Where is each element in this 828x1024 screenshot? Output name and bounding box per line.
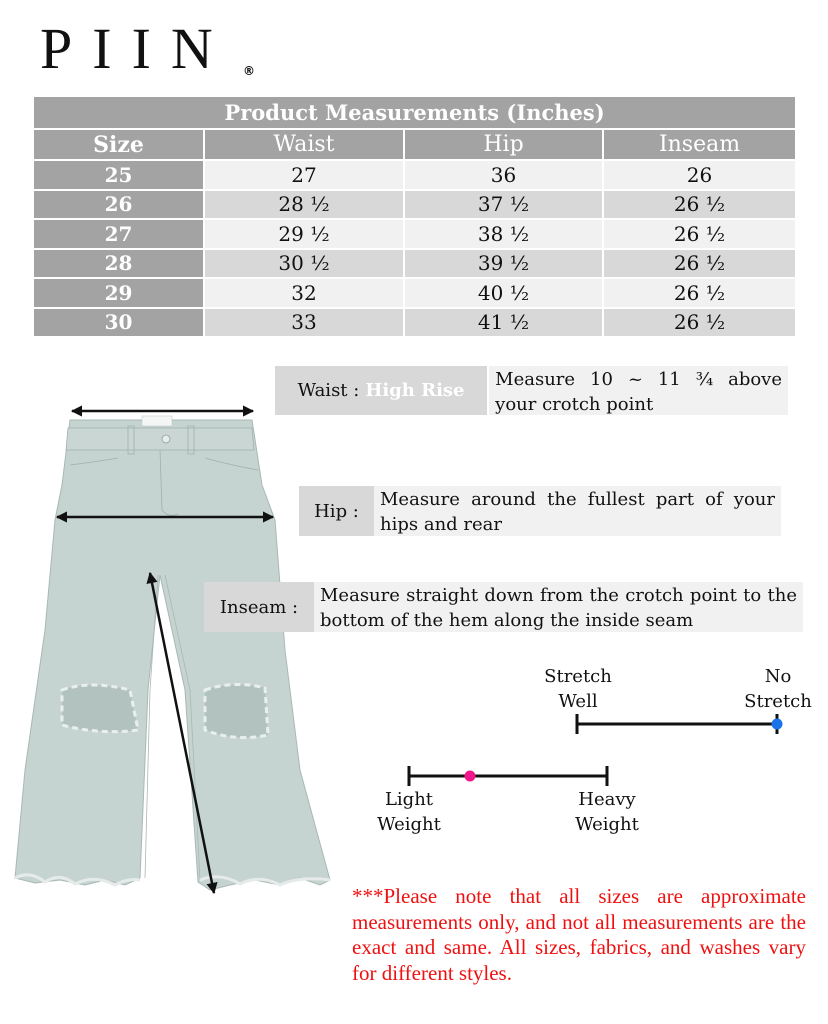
stretch-well-line2: Well: [558, 691, 598, 712]
waist-guide-label: [275, 366, 487, 415]
table-header-row: [33, 129, 796, 160]
registered-mark: ®: [243, 64, 255, 78]
hip-cell: 39 ½: [404, 249, 603, 279]
hip-cell: 37 ½: [404, 190, 603, 220]
waist-cell: 27: [204, 160, 404, 190]
stretch-marker: [772, 719, 783, 730]
hip-cell: 36: [404, 160, 603, 190]
table-title-row: [33, 96, 796, 129]
jeans-shape: [15, 416, 330, 890]
heavy-weight-label: [567, 787, 647, 837]
table-row: [33, 219, 796, 249]
hip-cell: 40 ½: [404, 278, 603, 308]
heavy-weight-line2: Weight: [575, 814, 639, 835]
waist-cell: 30 ½: [204, 249, 404, 279]
table-title: Product Measurements (Inches): [33, 96, 796, 129]
size-cell: 29: [33, 278, 204, 308]
light-weight-line2: Weight: [377, 814, 441, 835]
column-header-inseam: Inseam: [603, 129, 796, 160]
table-row: [33, 278, 796, 308]
size-cell: 25: [33, 160, 204, 190]
waist-cell: 33: [204, 308, 404, 338]
stretch-well-line1: Stretch: [544, 666, 612, 687]
table-row: [33, 308, 796, 338]
column-header-waist: Waist: [204, 129, 404, 160]
inseam-cell: 26 ½: [603, 219, 796, 249]
no-stretch-line1: No: [764, 666, 792, 687]
jeans-illustration: [0, 390, 340, 930]
hip-guide-label: Hip :: [299, 486, 374, 536]
hip-guide: [299, 486, 781, 536]
inseam-cell: 26 ½: [603, 278, 796, 308]
column-header-hip: Hip: [404, 129, 603, 160]
light-weight-line1: Light: [384, 789, 434, 810]
size-cell: 30: [33, 308, 204, 338]
size-chart-table: [32, 95, 797, 338]
waist-cell: 28 ½: [204, 190, 404, 220]
light-weight-label: [369, 787, 449, 837]
waist-label: Waist :: [297, 380, 360, 401]
inseam-cell: 26 ½: [603, 190, 796, 220]
table-row: [33, 249, 796, 279]
hip-cell: 41 ½: [404, 308, 603, 338]
column-header-size: Size: [33, 129, 204, 160]
brand-logo: PIIN: [40, 16, 233, 81]
disclaimer-note: ***Please note that all sizes are approximate measurements only, and not all measurements are the exact and same. All sizes, fabrics, and washes vary for different styles.: [352, 884, 806, 985]
inseam-cell: 26 ½: [603, 249, 796, 279]
size-cell: 28: [33, 249, 204, 279]
table-row: [33, 160, 796, 190]
weight-scale: [400, 764, 620, 788]
inseam-guide: [204, 582, 803, 632]
heavy-weight-line1: Heavy: [578, 789, 636, 810]
inseam-guide-description: Measure straight down from the crotch point to the bottom of the hem along the inside seam: [314, 582, 803, 632]
waist-guide: [275, 366, 788, 415]
hip-guide-description: Measure around the fullest part of your hips and rear: [374, 486, 781, 536]
no-stretch-line2: Stretch: [744, 691, 812, 712]
weight-marker: [465, 771, 476, 782]
hip-cell: 38 ½: [404, 219, 603, 249]
inseam-cell: 26: [603, 160, 796, 190]
waist-guide-description: Measure 10 ~ 11 ¾ above your crotch point: [489, 366, 788, 415]
waist-cell: 29 ½: [204, 219, 404, 249]
rise-label: High Rise: [365, 380, 465, 401]
stretch-well-label: [538, 664, 618, 714]
size-cell: 26: [33, 190, 204, 220]
inseam-guide-label: Inseam :: [204, 582, 314, 632]
no-stretch-label: [738, 664, 818, 714]
size-cell: 27: [33, 219, 204, 249]
stretch-scale: [570, 712, 790, 736]
table-row: [33, 190, 796, 220]
waist-cell: 32: [204, 278, 404, 308]
inseam-cell: 26 ½: [603, 308, 796, 338]
